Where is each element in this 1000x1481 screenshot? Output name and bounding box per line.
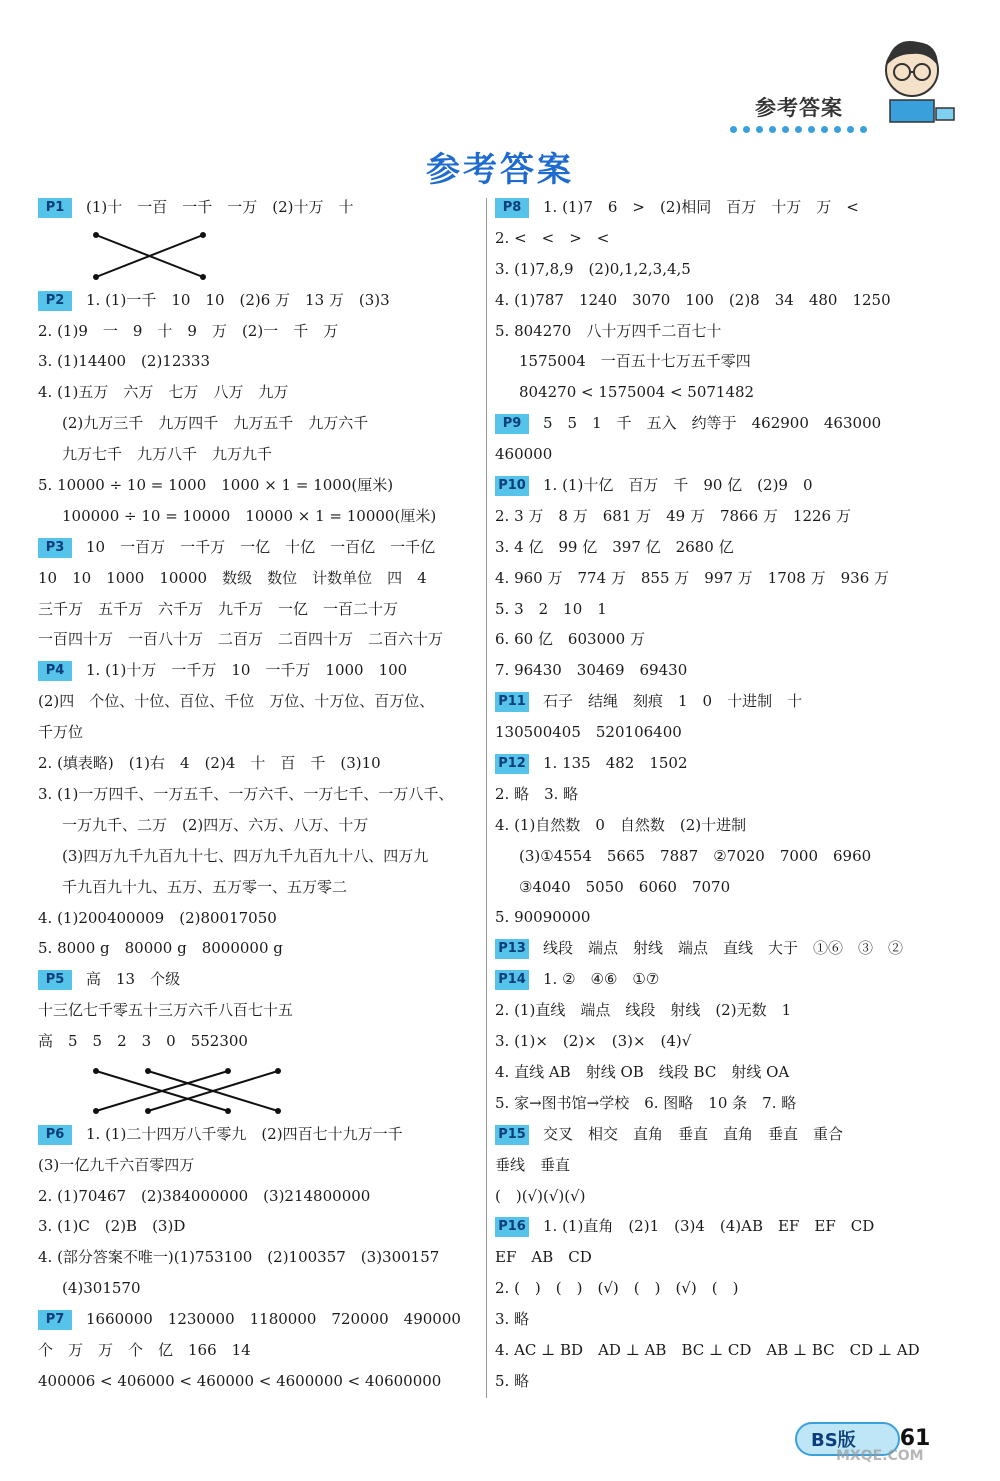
answer-line	[38, 594, 483, 625]
answer-line	[38, 717, 483, 748]
answer-text: 石子 结绳 刻痕 1 0 十进制 十	[543, 692, 803, 711]
connect-dot	[275, 1108, 281, 1114]
page-title: 参考答案	[426, 150, 574, 190]
answer-text: 2. (1)直线 端点 线段 射线 (2)无数 1	[495, 1001, 792, 1020]
answer-text: 5. 90090000	[495, 908, 591, 927]
answer-line	[495, 748, 965, 779]
answer-text: 高 5 5 2 3 0 552300	[38, 1032, 248, 1051]
answer-text: 1. (1)一千 10 10 (2)6 万 13 万 (3)3	[86, 290, 390, 309]
answer-line	[38, 903, 483, 934]
answer-line	[495, 1119, 965, 1150]
answer-line	[495, 779, 965, 810]
answer-line	[38, 1335, 483, 1366]
page-number: 61	[899, 1426, 931, 1451]
answer-text: 三千万 五千万 六千万 九千万 一亿 一百二十万	[38, 599, 399, 618]
answer-text: 5. 家→图书馆→学校 6. 图略 10 条 7. 略	[495, 1093, 797, 1112]
answer-text: 线段 端点 射线 端点 直线 大于 ①⑥ ③ ②	[543, 939, 904, 958]
answer-line	[38, 1181, 483, 1212]
page-ref-tag: P2	[38, 291, 72, 311]
answer-line	[495, 872, 965, 903]
answer-line	[38, 1366, 483, 1397]
answer-line	[38, 470, 483, 501]
answer-text: 3. 4 亿 99 亿 397 亿 2680 亿	[495, 537, 734, 556]
answer-text: 3. 略	[495, 1310, 530, 1329]
answer-line	[38, 624, 483, 655]
answer-text: 4. (1)自然数 0 自然数 (2)十进制	[495, 815, 747, 834]
page-ref-tag: P1	[38, 198, 72, 218]
answer-line	[495, 346, 965, 377]
edition-badge: BS版	[795, 1422, 900, 1456]
answer-text: 3. (1)C (2)B (3)D	[38, 1217, 186, 1236]
answer-line	[38, 933, 483, 964]
page-ref-tag: P5	[38, 970, 72, 990]
answer-line	[38, 995, 483, 1026]
page-ref-tag: P15	[495, 1125, 529, 1145]
answer-line	[495, 285, 965, 316]
answer-line	[38, 408, 483, 439]
answer-text: 4. (1)五万 六万 七万 八万 九万	[38, 383, 289, 402]
page-ref-tag: P11	[495, 692, 529, 712]
connect-dot	[93, 1108, 99, 1114]
answer-text: 2. ( ) ( ) (√) ( ) (√) ( )	[495, 1279, 739, 1298]
answer-line	[495, 1150, 965, 1181]
answer-text: 垂线 垂直	[495, 1155, 571, 1174]
answer-line	[495, 1088, 965, 1119]
answer-line	[495, 501, 965, 532]
answer-text: 460000	[495, 445, 553, 464]
answer-text: 10 一百万 一千万 一亿 十亿 一百亿 一千亿	[86, 537, 436, 556]
answer-line	[38, 1242, 483, 1273]
answer-line	[495, 717, 965, 748]
answer-text: 804270 < 1575004 < 5071482	[519, 383, 755, 402]
answer-line	[38, 563, 483, 594]
page-ref-tag: P13	[495, 939, 529, 959]
answer-line	[38, 1150, 483, 1181]
answer-text: 高 13 个级	[86, 970, 181, 989]
connect-dot	[93, 274, 99, 280]
answer-line	[38, 872, 483, 903]
answer-line	[38, 285, 483, 316]
answer-line	[38, 1304, 483, 1335]
page-ref-tag: P12	[495, 754, 529, 774]
answer-text: 3. (1)14400 (2)12333	[38, 352, 211, 371]
answer-line	[38, 964, 483, 995]
answer-text: 5. 10000 ÷ 10 = 1000 1000 × 1 = 1000(厘米)	[38, 476, 394, 495]
answer-line	[38, 192, 483, 223]
answer-text: 4. (部分答案不唯一)(1)753100 (2)100357 (3)300157	[38, 1248, 440, 1267]
answer-line	[495, 1026, 965, 1057]
answer-line	[495, 192, 965, 223]
page-ref-tag: P16	[495, 1217, 529, 1237]
connect-dot	[225, 1068, 231, 1074]
answer-text: 1. (1)十亿 百万 千 90 亿 (2)9 0	[543, 476, 813, 495]
answer-text: 一百四十万 一百八十万 二百万 二百四十万 二百六十万	[38, 630, 444, 649]
answer-line	[495, 377, 965, 408]
answer-line	[38, 779, 483, 810]
answer-text: 九万七千 九万八千 九万九千	[62, 445, 273, 464]
answer-text: 6. 60 亿 603000 万	[495, 630, 645, 649]
answer-text: 4. 960 万 774 万 855 万 997 万 1708 万 936 万	[495, 568, 890, 587]
answer-text: 3. (1)7,8,9 (2)0,1,2,3,4,5	[495, 259, 691, 278]
answer-line	[38, 1273, 483, 1304]
answer-line	[495, 1273, 965, 1304]
answer-line	[38, 841, 483, 872]
page-ref-tag: P3	[38, 538, 72, 558]
answer-text: 4. (1)200400009 (2)80017050	[38, 908, 277, 927]
answer-text: EF AB CD	[495, 1248, 592, 1267]
answer-line	[495, 995, 965, 1026]
answer-text: 130500405 520106400	[495, 723, 682, 742]
answer-line	[495, 532, 965, 563]
answer-text: 1. (1)7 6 > (2)相同 百万 十万 万 <	[543, 198, 859, 216]
page-ref-tag: P7	[38, 1310, 72, 1330]
answer-text: 4. 直线 AB 射线 OB 线段 BC 射线 OA	[495, 1062, 790, 1081]
watermark: MXQE.COM	[836, 1448, 924, 1464]
page-ref-tag: P6	[38, 1125, 72, 1145]
answer-line	[495, 810, 965, 841]
answer-text: 交叉 相交 直角 垂直 直角 垂直 重合	[543, 1124, 844, 1143]
answer-line	[495, 1057, 965, 1088]
answer-text: 千万位	[38, 723, 84, 742]
connect-dot	[225, 1108, 231, 1114]
answer-text: 2. 略 3. 略	[495, 784, 579, 803]
answer-text: 个 万 万 个 亿 166 14	[38, 1340, 251, 1359]
answer-text: (3)四万九千九百九十七、四万九千九百九十八、四万九	[62, 846, 429, 865]
answer-line	[38, 439, 483, 470]
answer-text: (2)四 个位、十位、百位、千位 万位、十万位、百万位、	[38, 692, 435, 711]
answer-line	[495, 1335, 965, 1366]
answer-line	[495, 964, 965, 995]
answer-line	[495, 686, 965, 717]
answer-text: 4. (1)787 1240 3070 100 (2)8 34 480 1250	[495, 290, 891, 309]
matching-diagram	[38, 223, 483, 285]
answer-text: 1. (1)直角 (2)1 (3)4 (4)AB EF EF CD	[543, 1217, 875, 1236]
page-ref-tag: P10	[495, 476, 529, 496]
answer-line	[38, 810, 483, 841]
answer-text: 10 10 1000 10000 数级 数位 计数单位 四 4	[38, 568, 427, 587]
answer-text: 1. 135 482 1502	[543, 754, 688, 773]
answer-line	[38, 1211, 483, 1242]
connect-dot	[200, 232, 206, 238]
answers-left-column	[38, 192, 483, 1397]
answer-text: ( )(√)(√)(√)	[495, 1186, 586, 1205]
answer-text: (4)301570	[62, 1279, 141, 1298]
answer-text: (3)一亿九千六百零四万	[38, 1155, 195, 1174]
answer-text: 100000 ÷ 10 = 10000 10000 × 1 = 10000(厘米)	[62, 506, 437, 525]
answer-line	[495, 902, 965, 933]
connect-dot	[200, 274, 206, 280]
answer-text: 一万九千、二万 (2)四万、六万、八万、十万	[62, 815, 369, 834]
answer-text: (3)①4554 5665 7887 ②7020 7000 6960	[519, 846, 872, 865]
answer-line	[38, 501, 483, 532]
answer-text: 2. < < > <	[495, 228, 610, 247]
answer-line	[495, 1366, 965, 1397]
answer-text: 1660000 1230000 1180000 720000 490000	[86, 1310, 461, 1329]
answers-right-column	[495, 192, 965, 1397]
answer-text: 4. AC ⊥ BD AD ⊥ AB BC ⊥ CD AB ⊥ BC CD ⊥ AD	[495, 1340, 920, 1359]
answer-line	[495, 470, 965, 501]
answer-line	[495, 594, 965, 625]
connect-dot	[145, 1068, 151, 1074]
answer-line	[495, 408, 965, 439]
header-dots	[730, 118, 900, 126]
answer-line	[495, 563, 965, 594]
answer-line	[495, 655, 965, 686]
column-divider	[486, 198, 487, 1398]
answer-text: 2. (1)70467 (2)384000000 (3)214800000	[38, 1186, 371, 1205]
answer-line	[38, 346, 483, 377]
answer-line	[38, 1119, 483, 1150]
answer-line	[38, 686, 483, 717]
answer-text: 7. 96430 30469 69430	[495, 661, 688, 680]
answer-line	[495, 1242, 965, 1273]
answer-line	[495, 624, 965, 655]
answer-text: 2. (1)9 一 9 十 9 万 (2)一 千 万	[38, 321, 339, 340]
answer-text: 2. 3 万 8 万 681 万 49 万 7866 万 1226 万	[495, 506, 851, 525]
answer-text: 5. 804270 八十万四千二百七十	[495, 321, 722, 340]
answer-line	[495, 316, 965, 347]
answer-text: (2)九万三千 九万四千 九万五千 九万六千	[62, 414, 369, 433]
answer-line	[495, 933, 965, 964]
answer-text: ③4040 5050 6060 7070	[519, 877, 731, 896]
header-tag: 参考答案	[755, 96, 843, 120]
answer-line	[38, 532, 483, 563]
answer-line	[495, 1181, 965, 1212]
page-ref-tag: P9	[495, 414, 529, 434]
answer-line	[495, 254, 965, 285]
answer-text: 1575004 一百五十七万五千零四	[519, 352, 751, 371]
connect-dot	[145, 1108, 151, 1114]
answer-text: (1)十 一百 一千 一万 (2)十万 十	[86, 198, 354, 216]
answer-text: 5. 3 2 10 1	[495, 599, 607, 618]
answer-line	[38, 377, 483, 408]
cartoon-reader-icon	[872, 30, 960, 130]
answer-text: 千九百九十九、五万、五万零一、五万零二	[62, 877, 348, 896]
connect-dot	[275, 1068, 281, 1074]
answer-text: 400006 < 406000 < 460000 < 4600000 < 40600000	[38, 1371, 442, 1390]
page-ref-tag: P8	[495, 198, 529, 218]
answer-text: 3. (1)× (2)× (3)× (4)√	[495, 1032, 692, 1051]
answer-line	[495, 223, 965, 254]
page-ref-tag: P4	[38, 661, 72, 681]
answer-text: 1. ② ④⑥ ①⑦	[543, 970, 660, 989]
connect-dot	[93, 232, 99, 238]
answer-line	[495, 439, 965, 470]
answer-text: 1. (1)二十四万八千零九 (2)四百七十九万一千	[86, 1124, 403, 1143]
answer-text: 5 5 1 千 五入 约等于 462900 463000	[543, 414, 882, 433]
answer-line	[38, 655, 483, 686]
answer-text: 1. (1)十万 一千万 10 一千万 1000 100	[86, 661, 408, 680]
answer-line	[495, 1304, 965, 1335]
answer-text: 5. 略	[495, 1371, 530, 1390]
answer-text: 2. (填表略) (1)右 4 (2)4 十 百 千 (3)10	[38, 754, 381, 773]
answer-text: 十三亿七千零五十三万六千八百七十五	[38, 1001, 294, 1020]
answer-line	[495, 841, 965, 872]
matching-diagram	[38, 1057, 483, 1119]
answer-line	[38, 748, 483, 779]
answer-line	[38, 1026, 483, 1057]
answer-line	[38, 316, 483, 347]
page-ref-tag: P14	[495, 970, 529, 990]
answer-line	[495, 1211, 965, 1242]
connect-dot	[93, 1068, 99, 1074]
answer-text: 3. (1)一万四千、一万五千、一万六千、一万七千、一万八千、	[38, 784, 454, 803]
answer-text: 5. 8000 g 80000 g 8000000 g	[38, 939, 283, 958]
